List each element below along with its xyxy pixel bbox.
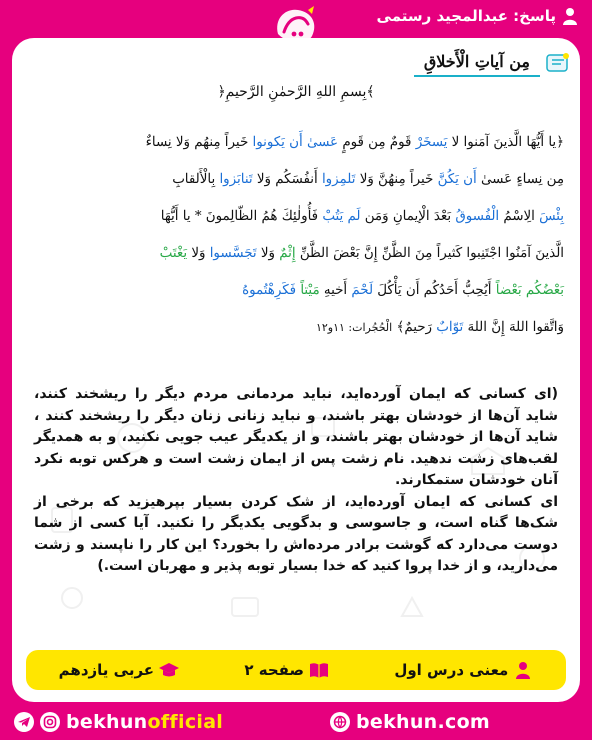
highlighted-word: بِئْسَ xyxy=(539,209,564,224)
page-label: صفحه ۲ xyxy=(244,661,304,679)
verse-text: قَومٌ مِن قَومٍ xyxy=(338,135,416,150)
social-handle[interactable] xyxy=(14,711,223,733)
highlighted-word: بَعْضُکُم بَعْضاً xyxy=(495,283,564,298)
lesson-info-bar xyxy=(26,650,566,690)
verse-text: خَیراً مِنهُم وَلا نِساءٌ xyxy=(145,135,253,150)
verse-text: بَعْدَ الْإیمانِ وَمَن xyxy=(360,209,456,224)
lesson-meaning-label: معنی درس اول xyxy=(394,661,509,679)
website-url[interactable]: bekhun.com xyxy=(356,711,491,733)
basmala: ﴿بِسمِ اللهِ الرَّحمٰنِ الرَّحیمِ﴾ xyxy=(217,84,375,100)
telegram-icon[interactable] xyxy=(14,712,34,732)
highlighted-word: لَحْمَ xyxy=(351,283,374,298)
highlighted-word: تَنابَزوا xyxy=(219,172,253,187)
grade-label: عربی یازدهم xyxy=(58,661,155,679)
highlighted-word: تَلمِزوا xyxy=(321,172,356,187)
highlighted-word: الْفُسوقُ xyxy=(455,209,500,224)
person-icon xyxy=(562,7,578,25)
highlighted-word: تَجَسَّسوا xyxy=(209,246,257,261)
top-bar xyxy=(0,0,592,36)
verse-text: مِن نِساءٍ عَسیٰ xyxy=(476,172,564,187)
verse-reference: الْحُجُرات: ۱۱و۱۲ xyxy=(315,321,393,334)
verse-text: أَخیهِ xyxy=(319,283,352,298)
instagram-icon[interactable] xyxy=(40,712,60,732)
content-card xyxy=(12,38,580,702)
handle-part-a: bekhun xyxy=(66,711,148,733)
verse-text: خَیراً مِنهُنَّ وَلا xyxy=(355,172,438,187)
verse-line xyxy=(28,198,564,235)
verse-text: أَنفُسَکُم وَلا xyxy=(252,172,322,187)
lesson-title: مِن آیاتِ الْأَخلاقِ xyxy=(414,50,540,77)
verse-line xyxy=(28,235,564,272)
footer-bar xyxy=(0,704,592,740)
verse-text: أَیُحِبُّ أَحَدُکُم أَن یَأْکُلَ xyxy=(373,283,496,298)
highlighted-word: یَسخَرْ xyxy=(415,135,448,150)
highlighted-word: عَسیٰ أَن یَکونوا xyxy=(252,135,339,150)
verse-line xyxy=(28,161,564,198)
verse-text: الَّذینَ آمَنُوا اجْتَنِبوا کَثیراً مِنَ الظَّنِّ إِنَّ بَعْضَ الظَّنِّ xyxy=(295,246,564,261)
globe-icon xyxy=(330,712,350,732)
highlighted-word: إِثْمٌ xyxy=(279,246,296,261)
highlighted-word: أَن یَکُنَّ xyxy=(437,172,477,187)
lesson-meaning-item xyxy=(394,661,533,679)
highlighted-word: لَم یَتُبْ xyxy=(322,209,361,224)
translation-paragraph: ای کسانی که ایمان آورده‌اید، از شک کردن بسیار بپرهیزید که برخی از شک‌ها گناه است، و جاسوسی و بدگویی یکدیگر را نکنید. آیا کسی از شما دوست می‌دارد که گوشت برادر مرده‌اش را بخورد؟ این کار را ناپسند و زشت می‌دارید، و از خدا پروا کنید که خدا بسیار توبه پذیر و مهربان است.) xyxy=(34,493,558,574)
social-handle-text[interactable] xyxy=(66,711,223,733)
student-icon xyxy=(513,661,533,679)
verse-text: وَاتَّقوا اللهَ إِنَّ اللهَ xyxy=(463,320,564,335)
verse-text: فَأُولٰئِكَ هُمُ الظّالِمونَ * یا أَیُّهَا xyxy=(160,209,323,224)
page-item xyxy=(244,661,329,679)
highlighted-word: تَوّابٌ xyxy=(436,320,464,335)
quran-verses xyxy=(28,124,564,346)
verse-line xyxy=(28,272,564,309)
verse-text: وَلا xyxy=(256,246,280,261)
verse-text: رَحیمٌ﴾ xyxy=(392,320,437,335)
handle-part-b: official xyxy=(147,711,224,733)
verse-text: الِاسْمُ xyxy=(499,209,540,224)
verse-text: ﴿یا أَیُّهَا الَّذینَ آمَنوا لا xyxy=(447,135,564,150)
translation-paragraph: (ای کسانی که ایمان آورده‌اید، نباید مردمانی مردم دیگر را ریشخند کنند، شاید آن‌ها از خودشان بهتر باشند، و نباید زنانی زنان دیگر را ریشخند کنند ، شاید آن‌ها از خودشان بهتر باشند، و از یکدیگر عیب جویی نکنید، و به همدیگر لقب‌های زشت ندهید. نام زشت پس از ایمان زشت است و هرکس توبه نکرد آنان خودشان ستمکارند. xyxy=(34,386,558,488)
lesson-title-box xyxy=(414,46,540,80)
verse-text: بِالْأَلقابِ xyxy=(172,172,220,187)
grade-item xyxy=(59,661,179,679)
answerer-name: پاسخ: عبدالمجید رستمی xyxy=(376,7,556,25)
verse-line xyxy=(28,309,564,346)
open-book-icon xyxy=(309,661,329,679)
highlighted-word: مَیْتاً xyxy=(300,283,320,298)
verse-text: وَلا xyxy=(187,246,210,261)
verse-line xyxy=(28,124,564,161)
persian-translation xyxy=(34,384,558,578)
highlighted-word: فَکَرِهْتُموهُ xyxy=(242,283,297,298)
answerer-label xyxy=(377,7,578,25)
graduation-cap-icon xyxy=(159,661,179,679)
highlighted-word: یَغْتَبْ xyxy=(159,246,188,261)
title-decoration-icon xyxy=(546,52,570,74)
website-link[interactable] xyxy=(330,711,490,733)
